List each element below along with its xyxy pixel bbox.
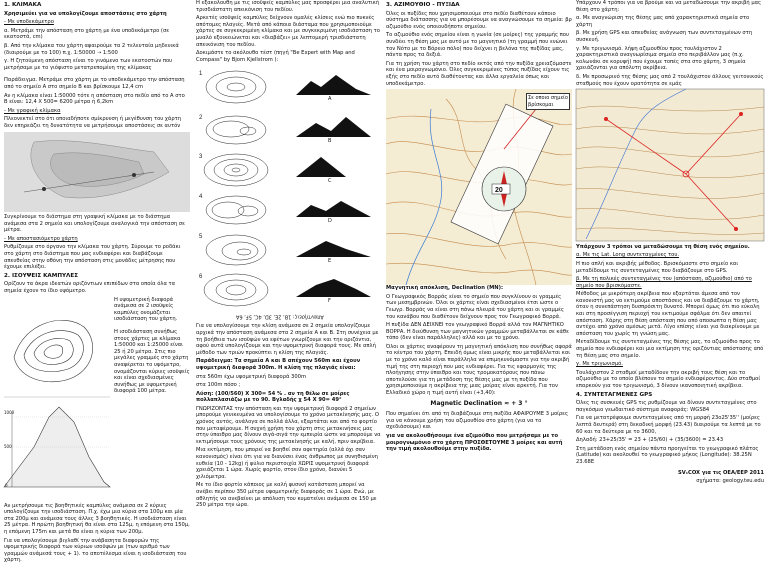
- transmit-c-text: Τουλάχιστον 2 σταθμοί μεταδίδουν την ακριβή τους θέση και το αζιμούθιο με το οποίο βλέπουν το σημείο ενδιαφέροντος. Δύο σταθμοί επαρκούν για τον τριγωνισμό, 3 δίνουν ικανοποιητική ακρίβεια.: [576, 369, 761, 389]
- transmit-b-text: Μέθοδος με μικρότερη ακρίβεια που εξαρτάται άμεσα από τον κανονιστή μας να εκτιμούμε αποστάσεις και να διαβάζουμε το χάρτη, όταν η συνεπάστηση δυσπρόσιτη δυνατό. Μπορεί όμως ότι πιο εύκολη και στη προσέγγιση περιοχή του εκτιμούμε σφάλμα ότι δεν απαιτεί απόσταση. Χάρης στη θέση απόσταση που από αποσωπτα η θέση μας αντέχει από χρόνο αμέσως μετά. Λίγο επίσης είναι για διακρίνουμε με απόσταση του χωρίς τη γνώση μας.: [576, 291, 760, 337]
- profile-label-e: E: [328, 258, 332, 265]
- profile-label-f: F: [328, 298, 331, 305]
- footer-source: σχήματα: geology.teu.edu: [696, 478, 764, 485]
- answers-upside-down: Απαντήσεις: 1Β, 2E, 3D, 4C, 5F, 6A: [236, 313, 324, 320]
- protractor-text: Για τη χρήση του χάρτη στο πεδίο εκτός από την πυξίδα χρειαζόμαστε και ένα μοιρογνωμόνιο. Όλες συγκεκριμένες τύπος πυξίδας είχουν τις εξής στο πεδίο αυτό διαθέτοντας και άλλα εργαλεία όπως και υποδεκάμετρο.: [386, 60, 572, 87]
- subtitle-scale: Χρησιμεύει για να υπολογίζουμε αποστάσεις στο χάρτη: [4, 10, 167, 17]
- position-methods-intro: Υπάρχουν 4 τρόποι για να βρούμε και να μεταδώσουμε την ακριβή μας θέση στο χάρτη:: [576, 0, 762, 13]
- contour-interval-typical: Η ισοδιάσταση συνήθως στους χάρτες με κλίμακα 1:50000 και 1:25000 είναι 25 ή 20 μέτρα. Στις πιο μεγάλες γραμμές στο χάρτη αναφέρεται το υψόμετρο, ονομάζονται κύριες ισοϋψείς και είναι σχεδιασμένες συνήθως με υψομετρική διαφορά 100 μέτρα.: [114, 329, 190, 395]
- profile-label-d: D: [328, 218, 332, 225]
- magnetic-north-text: Η πυξίδα ΔΕΝ ΔΕΙΧΝΕΙ τον γεωγραφικό Βορρά αλλά τον ΜΑΓΝΗΤΙΚΟ ΒΟΡΡΑ. Η διεύθυνση των μαγνητικών γραμμών μεταβάλλεται σε κάθε τόπο (δεν είναι παράλληλες) αλλά και με το χρόνο.: [386, 322, 569, 342]
- heading-map-meter: - Με αποστασιόμετρο χάρτη: [4, 235, 78, 242]
- contour-formula: Για να υπολογίσουμε βιγλαθί την ανάβασητα διαφορών της υψομετρικής διαφορά των κύριων ισοϋψών με (των αριθμό των γραμμών ανάμεσά τους + 1). το αποτέλεσμα είναι η ισοδιάσταση του χάρτη.: [4, 537, 187, 564]
- contour-example: Αν μετρήσουμε τις βοηθητικές καμπύλες ανάμεσα σε 2 κύριες υπολογίζουμε την ισοδιάσταση. Π.χ. έχω μια κύρια στα 100μ και μία στα 200μ και ανάμεσα τους άλλες 3 βοηθητικές. Η ισοδιάσταση είναι 25 μέτρα. Η πρώτη βοηθητική θα είναι στα 125μ, η επόμενη στα 150μ, η επόμενη 175m και μετά θα είναι η κύρια των 200μ.: [4, 502, 190, 535]
- column-4: [576, 0, 764, 538]
- scale-bar-image: [4, 132, 190, 212]
- compass-intro: Όλες οι πυξίδες που χρησιμοποιούμε στο πεδίο διαθέτουν κάποιο σύστημα διάτασσης για να μπορέσουμε να αναγνώσουμε τα σημεία: βρ αζιμούθιο ενός οποιουδήποτε σημείου.: [386, 10, 572, 30]
- contour-definition: Ορίζουν τα άκρα ιδεατών οριζόντιων επιπέδων στα οποία όλα τα σημεία έχουν το ίδιο υψόμετρο.: [4, 281, 176, 295]
- axis-tick-1000: 1000: [4, 409, 15, 415]
- step-c: γ. Η ζητούμενη απόσταση είναι το γινόμενο των εκατοστών που μετρήσαμε με το γιόφιστο μετατρεπομένη της κλίμακας: [4, 58, 173, 71]
- contour-mountain-image: [4, 297, 110, 497]
- contour-figure-area: [4, 297, 190, 503]
- travel-time-text: ΓΝΩΡΙΖΟΝΤΑΣ την απόσταση και την υψομετρική διαφορά 2 σημείων μπορούμε γενικευμένα να υπολογίσουμε το χρόνο μετακίνησής μας. Ο χρόνος αυτός, ανάλογα σε πολλά άλλα, εξαρτάται και από το φορτίο που μεταφέρουμε. Η συχνή χρήση του χάρτη στις μετακινήσεις μας στην ύπαιθρο μας δίνουν σιγά-σιγά την εμπειρία ώστε να μπορούμε να εκτιμήσουμε τους χρόνους της μετακίνησής με καλή, πριν ακρίβεια.: [196, 405, 381, 445]
- gps-example: Δηλαδή: 23+25/35' = 23 + (25/60) + (35/3600) = 23.43: [576, 437, 724, 444]
- column-3: [386, 0, 572, 538]
- intro-text-2: Αρκετές ισοϋψείς καμπύλες δείχνουν ομαλές κλίσεις ενώ πιο πυκνές απότομες πλαγιές. Μετά από κάποια διάσταμα που χρησιμοποιούμε χάρτες σε συγκεκριμένη κλίμακα και με συγκεκριμένη ισοδιάσταση το μυαλό εξοικειώνεται και «διαβάζει» με λεπτομερή τρισδιάστατη απεικόνιση του πεδίου.: [196, 15, 380, 48]
- slope-example: Παράδειγμα: Τα σημεία A και B απέχουν 560m και έχουν υψομετρική διαφορά 300m. Η κλίση της πλαγιάς είναι:: [196, 358, 361, 371]
- step-b: β. Από την κλίμακα του χάρτη αφαιρούμε τα 2 τελευταία μηδενικά (διαιρούμε με το 100) π.χ. 1:50000 ➝ 1:500: [4, 42, 179, 56]
- svg-text:4: 4: [199, 194, 203, 201]
- test-intro: Δοκιμάστε το ακόλουθο τέστ (πηγή "Be Expert with Map and Compass" by Bjorn Kjellstrom ):: [196, 50, 355, 63]
- graphic-scale-text: Πλεονεκτεί στο ότι οποιαδήποτε σμίκρυνση ή μεγέθυνση του χάρτη δεν επηρεάζει τη δυνατότητα να μετρήσουμε αποστάσεις σε αυτόν: [4, 116, 182, 129]
- climb-estimate-text: Με το ίδιο φορτίο κάποιος με καλή φυσική κατάσταση μπορεί να ανέβει περίπου 350 μέτρα υψομετρικής διαφοράς σε 1 ώρα. Ενώ, με αθλητής να ανεβαίνει με απόλυση του κυματείνει ανάμεσα σε 150 με 250 μέτρα την ώρα.: [196, 482, 377, 509]
- method-c: γ. Με τριγωνισμό. λήψη αζιμουθίου προς τουλάχιστον 2 χαρακτηριστικά αναγνωρίσιμα σημεία στο περιβάλλον μας (π.χ. κολωνάκι σε κορυφή) που έχουμε τοπές στα στο χάρτη, 3 σημεία χρειάζονται για απόλυτη ακρίβεια.: [576, 45, 746, 72]
- intro-text-1: Η εξακολουθη με τις ισοϋψείς καμπύλες μας προσφέρει μια αναλυτική τρισδιάστατη απεικόνιση του πεδίου.: [196, 0, 380, 13]
- svg-text:3: 3: [199, 154, 203, 161]
- transmit-b: β. Με τη πολικές συντεταγμένες του (απόσταση, αζιμούθιο) από το σημείο που βρισκόμαστε.: [576, 276, 752, 289]
- slope-intro: Για να υπολογίσουμε την κλίση ανάμεσα σε 2 σημεία υπολογίζουμε αρχικά την απόσταση ανάμεσα στα 2 σημεία A και B. Στη συνέχεια με τη βοήθεια των ισοϋψών να εφέτων γνωρίζουμε και την οριζόντια, αφού αυτά υπολογίζουμε και την υψομετρική διαφορά τους. Με απλή μέθοδο των τριών προκύπτει η κλίση της πλαγιάς.: [196, 323, 379, 356]
- section-title-azimuth: 3. ΑΖΙΜΟΥΘΙΟ - ΠΥΞΙΔΑ: [386, 2, 460, 8]
- compare-text: Συγκρίνουμε το διάστημα στη γραφική κλίμακα με το διάστημα ανάμεσα στα 2 σημεία και υπολογίζουμε αναλογικά την απόσταση σε μέτρα.: [4, 214, 185, 234]
- gps-order: Στη μετάδοση ενός σημείου πάντα προηγείται το γεωγραφικό πλάτος (Latitude) και ακολουθεί το γεωγραφικό μήκος (Longitude): 38.25N 23.68E: [576, 445, 759, 465]
- transmit-c: γ. Με τριγωνισμό.: [576, 361, 623, 368]
- transmit-methods-intro: Υπάρχουν 3 τρόποι να μεταδώσουμε τη θέση ενός σημείου.: [576, 243, 750, 250]
- axis-tick-0: 0: [5, 482, 8, 488]
- geographic-north-text: Ο Γεωγραφικός Βορράς είναι το σημείο που συγκλίνουν οι γραμμές των μεσημβρινών. Όλοι οι χάρτες είναι σχεδιασμένοι έτσι ώστε ο Γεωγρ. Βορράς να είναι στη πάνω πλευρά του χάρτη και οι γραμμές του κανάβου που διαθέτουν δείχνουν προς τον Γεωγραφικό Βορρά.: [386, 293, 564, 320]
- section-title-contours: 2. ΙΣΟΥΨΕΙΣ ΚΑΜΠΥΛΕΣ: [4, 272, 79, 279]
- compass-map-figure: [386, 89, 572, 285]
- add-rule: για να ακολουθήσουμε ένα αζιμούθιο που μετρήσαμε με το μοιρογνωμόνιο στο χάρτη ΠΡΟΣΘΕΤΟΥΜΕ 3 μοίρες και αυτή την τιμή ακολουθούμε στην πυξίδα.: [386, 433, 563, 453]
- slope-calc-1: στα 560m έχω υψομετρική διαφορά 300m: [196, 373, 307, 380]
- column-1: [4, 0, 190, 564]
- method-b: β. Με χρήση GPS και απευθείας ανάγνωση των συντεταγμένων στη συσκευή.: [576, 30, 753, 43]
- slope-solution: Λύση: (100/560) X 300= 54 % . αν τη θέλω σε μοίρες πολλαπλασιάζω με το 90. Βγλαδής χ 54 X 90= 49°: [196, 390, 350, 404]
- footer-credit: SV₁COX για τις ΟΕΑ/ΕΕΡ 2011: [678, 469, 764, 476]
- profile-label-a: A: [328, 96, 332, 103]
- map-callout: Σε οποιο σημείο βρίσκομαι: [526, 93, 570, 110]
- travel-estimate-text: Μια εκτίμηση, που μπορεί να βοηθεί σαν αφετηρία (αλλά όχι σαν κανονισμός) είναι ότι για να διανύσει ένας άνθρωπος με συνηθισμένη ευθεία (10 - 12kg) ή φύλιο περιστοιχία ΧΩΡΙΣ υψομετρική διαφορά χρειάζεται 1 ώρα. Χωρίς φορτίο, στον ίδιο χρόνο, διανύει 5 χιλιόμετρα.: [196, 447, 378, 480]
- column-2: [196, 0, 382, 538]
- declination-heading: Μαγνητική απόκλιση, Declination (MN):: [386, 285, 504, 292]
- svg-text:6: 6: [199, 274, 203, 281]
- method-a: α. Με αναγνώριση της θέσης μας από χαρακτηριστικά σημεία στο χάρτη: [576, 15, 750, 28]
- transmit-a: α. Με τις Lat. Long συντεταγμένες του.: [576, 252, 679, 259]
- answers-row: [196, 313, 382, 323]
- section-title-gps: 4. ΣΥΝΤΕΤΑΓΜΕΝΕΣ GPS: [576, 391, 653, 398]
- transmit-b-detail: Μεταδίδουμε τις συντεταγμένες της θέσης μας, το αζιμούθιο προς το σημείο που ενδιαφέρει και μια εκτίμηση της οριζόντιας απόστασης από τη θέση μας στο σημείο.: [576, 339, 764, 359]
- triangulation-map-image: [576, 89, 764, 241]
- heading-graphic-scale: - Με γραφική κλίμακα: [4, 107, 61, 114]
- gps-conversion: Για να μετατρέψουμε συντεταγμένες από τη μορφή 23ο25'35'' (μοίρες λεπτά δευτερά) στη δεκαδική μορφή (23.43) διαιρούμε τα λεπτά με το 60 και τα δεύτερα με το 3600,: [576, 415, 761, 435]
- slope-calc-2: στα 100m πόσο ;: [196, 382, 241, 389]
- topo-map-image: [386, 89, 572, 285]
- profile-label-b: B: [328, 138, 332, 145]
- azimuth-definition: Το αζιμούθιο ενός σημείου είναι η γωνία (σε μοίρες) της γραμμής που συνδέει τη θέση μας με αυτό με το μαγνητικό (τη γραμμή που ενώνει τον Νότο με το Βόρειο πόλο) που δείχνει η βελόνα της πυξίδας μας, πάντα προς τα δεξιά.: [386, 32, 569, 59]
- profile-label-c: C: [328, 178, 332, 185]
- step-a: α. Μετράμε την απόσταση στο χάρτη με ένα υποδεκάμετρο (σε εκατοστά, cm): [4, 27, 170, 41]
- transmit-a-text: Η πιο απλή και ακριβής μέθοδος. Βρισκόμαστε στο σημείο και μεταδίδουμε τις συντεταγμένες που διαβάζουμε στο GPS.: [576, 260, 739, 274]
- gps-datum: Όλες τις συσκευές GPS τις ρυθμίζουμε να δίνουν συντεταγμένες στο παγκόσμιο γεωδαιτικό σύστημα αναφοράς: WGS84: [576, 400, 757, 413]
- svg-text:5: 5: [199, 234, 203, 241]
- example-text: Παράδειγμα. Μετράμε στο χάρτη με το υποδεκάμετρο την απόσταση από το σημείο A στο σημείο B και βρίσκουμε 12,4 cm: [4, 77, 185, 90]
- contour-interval-text: Η υψομετρική διαφορά ανάμεσα σε 2 ισοϋψείς καμπύλες ονομάζεται ισοδιάσταση του χάρτη.: [114, 296, 178, 323]
- svg-text:1: 1: [199, 71, 203, 78]
- map-meter-text: Ρυθμίζουμε στο όργανο την κλίμακα του χάρτη. Σύρουμε το ροδάκι στο χάρτη στο διάστημα που μας ενδιαφέρει και διαβάζουμε απευθείας στην οθόνη την απόσταση στις μονάδες μέτρησης που έχουμε επιλέξει.: [4, 244, 181, 271]
- axis-tick-500: 500: [4, 443, 12, 449]
- svg-text:2: 2: [199, 115, 203, 122]
- contour-test-figure: [196, 65, 382, 313]
- subtract-rule: Που σημαίνει ότι από τη διαβάζουμε στη πυξίδα ΑΦΑΙΡΟΥΜΕ 3 μοίρες για να κάνουμε χρήση του αζιμουθίου στο χάρτη (για να το σχεδιάσουμε) και: [386, 411, 569, 431]
- svg-text:20: 20: [495, 187, 503, 195]
- heading-ruler: - Με υποδεκάμετρο: [4, 19, 54, 26]
- method-d: δ. Με προσωρινό της θέσης μας από 2 τουλάχιστον άλλους γειτονικούς σταθμούς που έχουν ορατότητα σε εμάς: [576, 73, 764, 87]
- declination-formula: Magnetic Declination ≈ + 3 °: [430, 399, 528, 407]
- section-title-scale: 1. ΚΛΙΜΑΚΑ: [4, 2, 42, 8]
- example-calc: Αν η κλίμακα είναι 1:50000 τότε η απόσταση στο πεδίο από το A στο B είναι: 12,4 X 500= 6200 μέτρα ή 6,2km: [4, 92, 185, 106]
- declination-detail: Όλοι οι χάρτες αναφέρουν τη μαγνητική απόκλιση που συνήθως αφορά το κέντρο του χάρτη. Επειδή όμως είναι μικρής που μεταβάλλεται και με το χρόνο καλό είναι παράλληλα να επιμηκυνόμαστε για την ακριβή τιμή της στη περιοχή που μας ενδιαφέρει. Για τις εφαρμογές της πλοήγησης στην ύπαιθρο και τους τρομοκατόρους που πάνω αποτελούσε για τη μετάδοση της θέσης μας με τη πυξίδα που χρησιμοποιούμε η ακρίβεια της μιας μοίρας είναι αρκετή. Για τον Ελλαδικό χώρο η τιμή αυτή είναι (+3,40):: [386, 343, 572, 397]
- contour-test-image: [196, 65, 382, 313]
